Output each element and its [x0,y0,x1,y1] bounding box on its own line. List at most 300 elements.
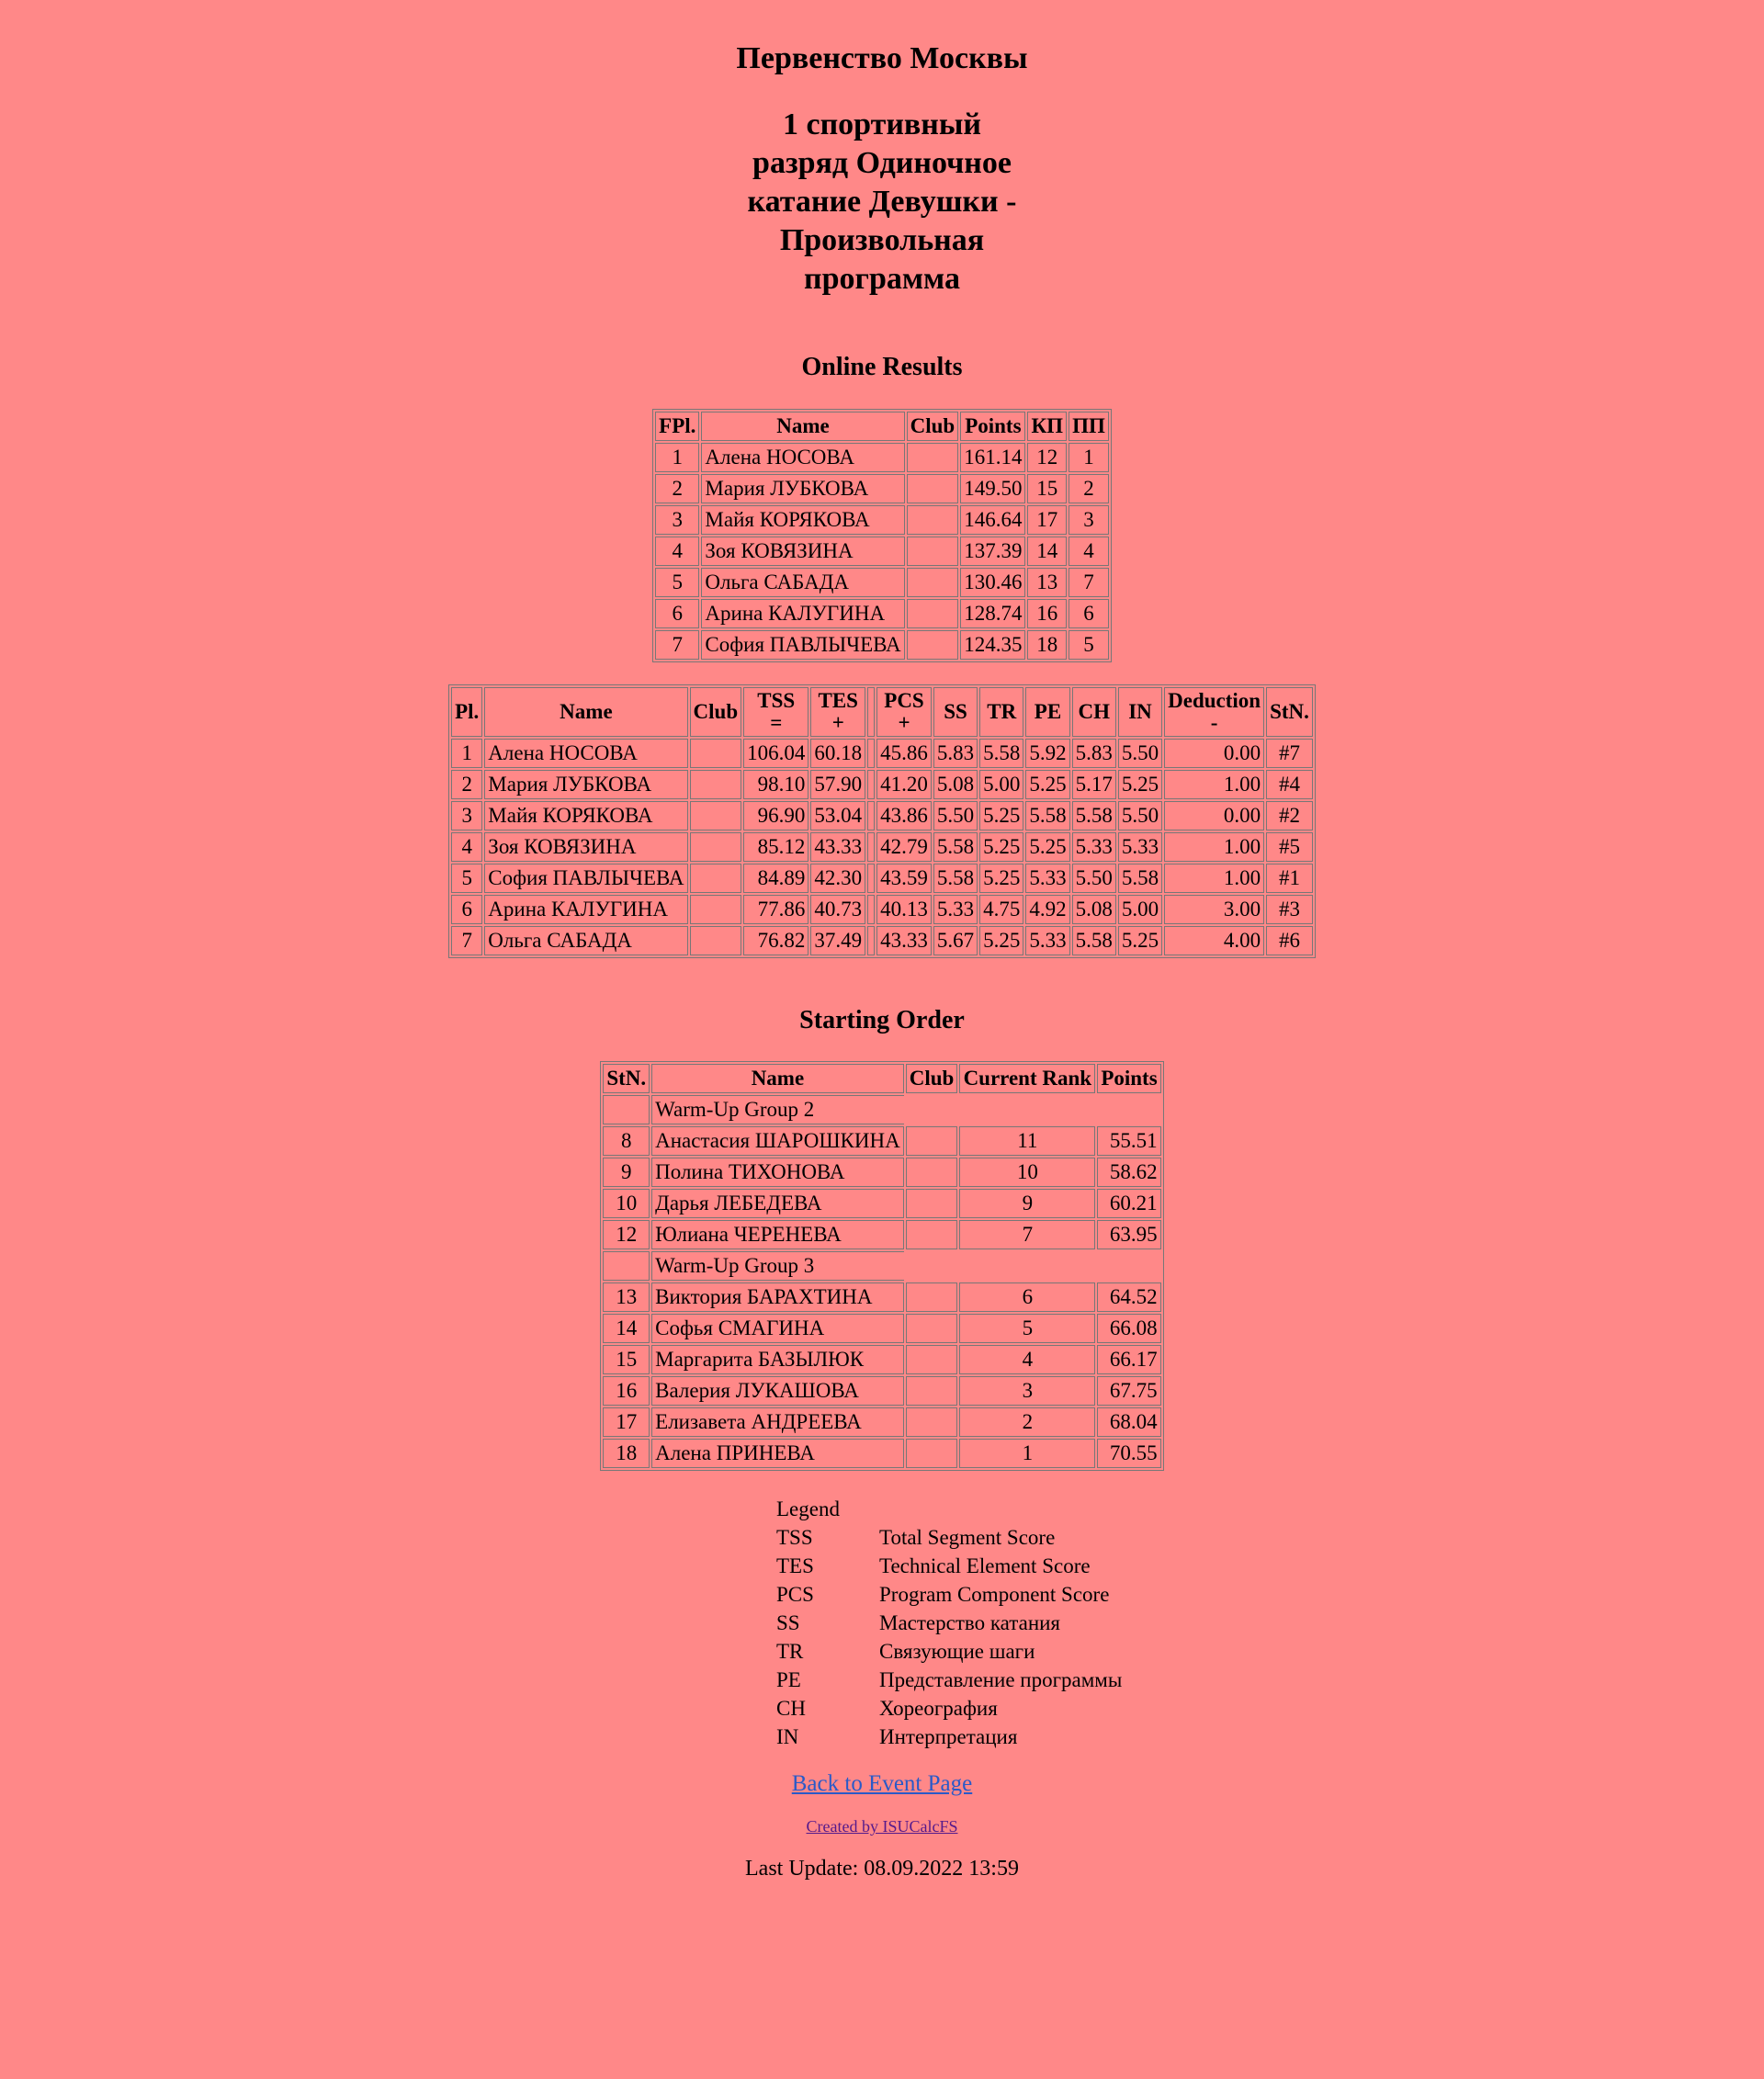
spacer-cell [867,739,875,768]
legend-items [776,1523,1162,1751]
tss-cell: 98.10 [743,770,808,799]
current-rank-cell: 10 [959,1158,1095,1187]
name-cell: Ольга САБАДА [701,568,904,597]
legend-description: Хореография [879,1697,998,1720]
pe-cell: 5.25 [1025,770,1069,799]
final-results-table [652,409,1112,662]
col-ch [1072,687,1116,737]
spacer-cell [867,832,875,862]
starting-order-table [600,1061,1163,1471]
starting-order-body [603,1095,1160,1468]
col-pe [1025,687,1069,737]
name-cell: Майя КОРЯКОВА [484,801,687,830]
sp-place-cell: 17 [1027,505,1067,535]
club-cell [906,1407,958,1437]
col-stn [1266,687,1313,737]
table-row [603,1189,1160,1218]
current-rank-cell: 5 [959,1314,1095,1343]
club-cell [906,1345,958,1374]
warmup-group-row [603,1251,1160,1281]
ch-cell: 5.08 [1072,895,1116,924]
points-cell: 66.17 [1097,1345,1160,1374]
ch-cell: 5.17 [1072,770,1116,799]
starting-order-header-row [603,1064,1160,1093]
col-tes [810,687,865,737]
tes-cell: 60.18 [810,739,865,768]
in-cell: 5.25 [1118,926,1162,955]
table-row [603,1220,1160,1249]
points-cell: 70.55 [1097,1439,1160,1468]
legend-abbreviation: TES [776,1554,814,1577]
name-cell: Алена НОСОВА [701,443,904,472]
table-row [603,1282,1160,1312]
pcs-cell: 42.79 [876,832,932,862]
deduction-cell: 1.00 [1164,832,1264,862]
club-cell [907,630,959,660]
in-cell: 5.50 [1118,739,1162,768]
legend-row [776,1580,1162,1609]
legend-abbreviation: TR [776,1640,804,1663]
legend-description: Представление программы [879,1668,1123,1691]
pcs-cell: 41.20 [876,770,932,799]
col-club [690,687,742,737]
col-pl [451,687,482,737]
name-cell: София ПАВЛЫЧЕВА [484,864,687,893]
tss-cell: 106.04 [743,739,808,768]
legend-row [776,1666,1162,1694]
name-cell: Юлиана ЧЕРЕНЕВА [651,1220,904,1249]
created-by-link[interactable]: Created by ISUCalcFS [806,1817,958,1836]
in-cell: 5.00 [1118,895,1162,924]
club-cell [906,1376,958,1406]
col-in [1118,687,1162,737]
name-cell: Арина КАЛУГИНА [484,895,687,924]
place-cell: 4 [451,832,482,862]
spacer-cell [867,895,875,924]
in-cell: 5.33 [1118,832,1162,862]
pe-cell: 5.33 [1025,864,1069,893]
deduction-cell: 1.00 [1164,770,1264,799]
table-row [655,474,1109,503]
name-cell: Ольга САБАДА [484,926,687,955]
header-label: TR [987,700,1017,723]
table-row [655,537,1109,566]
ch-cell: 5.58 [1072,801,1116,830]
fs-place-cell: 3 [1069,505,1109,535]
col-tss [743,687,808,737]
stn-cell: #7 [1266,739,1313,768]
pe-cell: 5.25 [1025,832,1069,862]
legend [602,1495,1162,1751]
name-cell: Анастасия ШАРОШКИНА [651,1126,904,1156]
col-sp: КП [1027,412,1067,441]
current-rank-cell: 9 [959,1189,1095,1218]
blank-cell [603,1095,650,1124]
ss-cell: 5.58 [933,832,978,862]
points-cell: 58.62 [1097,1158,1160,1187]
table-row [451,801,1313,830]
points-cell: 68.04 [1097,1407,1160,1437]
tr-cell: 4.75 [979,895,1023,924]
club-cell [690,926,742,955]
pe-cell: 4.92 [1025,895,1069,924]
segment-results-table [448,684,1316,958]
table-row [603,1376,1160,1406]
points-cell: 161.14 [960,443,1025,472]
place-cell: 6 [655,599,699,628]
place-cell: 1 [451,739,482,768]
club-cell [907,443,959,472]
spacer-cell [867,770,875,799]
place-cell: 6 [451,895,482,924]
table-row [655,443,1109,472]
table-row [603,1439,1160,1468]
col-deduction [1164,687,1264,737]
name-cell: Арина КАЛУГИНА [701,599,904,628]
col-name [484,687,687,737]
stn-cell: 9 [603,1158,650,1187]
ch-cell: 5.83 [1072,739,1116,768]
ss-cell: 5.67 [933,926,978,955]
stn-cell: 12 [603,1220,650,1249]
tes-cell: 43.33 [810,832,865,862]
table-row [451,770,1313,799]
header-label: Name [560,700,613,723]
club-cell [690,895,742,924]
table-row [603,1407,1160,1437]
pcs-cell: 43.59 [876,864,932,893]
name-cell: Алена ПРИНЕВА [651,1439,904,1468]
place-cell: 5 [451,864,482,893]
deduction-cell: 1.00 [1164,864,1264,893]
legend-description: Связующие шаги [879,1640,1035,1663]
segment-results-body [451,739,1313,955]
table-row [655,505,1109,535]
place-cell: 3 [655,505,699,535]
pcs-cell: 43.33 [876,926,932,955]
name-cell: Зоя КОВЯЗИНА [701,537,904,566]
points-cell: 128.74 [960,599,1025,628]
legend-title: Legend [776,1497,840,1520]
stn-cell: 13 [603,1282,650,1312]
club-cell [690,864,742,893]
current-rank-cell: 7 [959,1220,1095,1249]
stn-cell: 18 [603,1439,650,1468]
legend-description: Мастерство катания [879,1611,1061,1634]
current-rank-cell: 2 [959,1407,1095,1437]
tes-cell: 53.04 [810,801,865,830]
fs-place-cell: 2 [1069,474,1109,503]
table-row [655,568,1109,597]
place-cell: 7 [655,630,699,660]
tr-cell: 5.58 [979,739,1023,768]
club-cell [906,1220,958,1249]
table-row [451,832,1313,862]
table-row [655,630,1109,660]
header-operator: + [831,711,844,734]
current-rank-cell: 1 [959,1439,1095,1468]
ss-cell: 5.33 [933,895,978,924]
club-cell [906,1189,958,1218]
legend-abbreviation: TSS [776,1526,813,1549]
col-name: Name [701,412,904,441]
tes-cell: 40.73 [810,895,865,924]
sp-place-cell: 12 [1027,443,1067,472]
header-label: PE [1034,700,1062,723]
header-label: StN. [1270,700,1309,723]
col-pcs [876,687,932,737]
sp-place-cell: 16 [1027,599,1067,628]
fs-place-cell: 5 [1069,630,1109,660]
deduction-cell: 3.00 [1164,895,1264,924]
table-row [451,926,1313,955]
col-fs: ПП [1069,412,1109,441]
legend-description: Technical Element Score [879,1554,1091,1577]
stn-cell: #3 [1266,895,1313,924]
legend-row [776,1552,1162,1580]
event-title: Первенство Москвы [736,41,1028,75]
points-cell: 149.50 [960,474,1025,503]
ss-cell: 5.58 [933,864,978,893]
stn-cell: #4 [1266,770,1313,799]
col-club: Club [907,412,959,441]
stn-cell: #6 [1266,926,1313,955]
pcs-cell: 40.13 [876,895,932,924]
tss-cell: 96.90 [743,801,808,830]
tss-cell: 84.89 [743,864,808,893]
name-cell: Дарья ЛЕБЕДЕВА [651,1189,904,1218]
final-results-header-row [655,412,1109,441]
deduction-cell: 0.00 [1164,801,1264,830]
tr-cell: 5.25 [979,864,1023,893]
legend-row [776,1523,1162,1552]
legend-abbreviation: IN [776,1725,799,1748]
blank-cell [603,1251,650,1281]
ch-cell: 5.33 [1072,832,1116,862]
legend-description: Интерпретация [879,1725,1018,1748]
name-cell: Полина ТИХОНОВА [651,1158,904,1187]
header-label: Deduction [1168,689,1261,712]
current-rank-cell: 6 [959,1282,1095,1312]
tes-cell: 37.49 [810,926,865,955]
name-cell: София ПАВЛЫЧЕВА [701,630,904,660]
place-cell: 2 [451,770,482,799]
tes-cell: 42.30 [810,864,865,893]
spacer-cell [867,864,875,893]
header-operator: - [1210,711,1218,734]
stn-cell: 17 [603,1407,650,1437]
points-cell: 130.46 [960,568,1025,597]
legend-abbreviation: CH [776,1697,806,1720]
stn-cell: #2 [1266,801,1313,830]
club-cell [690,770,742,799]
legend-row [776,1609,1162,1637]
legend-abbreviation: PE [776,1668,801,1691]
name-cell: Зоя КОВЯЗИНА [484,832,687,862]
col-ss [933,687,978,737]
name-cell: Елизавета АНДРЕЕВА [651,1407,904,1437]
points-cell: 63.95 [1097,1220,1160,1249]
sp-place-cell: 13 [1027,568,1067,597]
sp-place-cell: 18 [1027,630,1067,660]
category-title: 1 спортивный разряд Одиночное катание Девушки - Произвольная программа [747,107,1017,296]
pe-cell: 5.33 [1025,926,1069,955]
header-operator: = [770,711,783,734]
spacer-cell [867,801,875,830]
club-cell [907,537,959,566]
name-cell: Мария ЛУБКОВА [484,770,687,799]
last-update: Last Update: 08.09.2022 13:59 [745,1857,1019,1881]
name-cell: Майя КОРЯКОВА [701,505,904,535]
club-cell [906,1158,958,1187]
col-stn: StN. [603,1064,650,1093]
stn-cell: 14 [603,1314,650,1343]
tr-cell: 5.25 [979,926,1023,955]
table-row [451,739,1313,768]
stn-cell: #1 [1266,864,1313,893]
online-results-title: Online Results [801,353,963,381]
club-cell [906,1282,958,1312]
table-row [603,1314,1160,1343]
points-cell: 55.51 [1097,1126,1160,1156]
club-cell [906,1314,958,1343]
tss-cell: 77.86 [743,895,808,924]
in-cell: 5.50 [1118,801,1162,830]
legend-row [776,1637,1162,1666]
col-fpl: FPl. [655,412,699,441]
header-label: PCS [884,689,924,712]
back-to-event-link[interactable]: Back to Event Page [791,1771,973,1796]
points-cell: 64.52 [1097,1282,1160,1312]
segment-results-header-row [451,687,1313,737]
col-tr [979,687,1023,737]
name-cell: Алена НОСОВА [484,739,687,768]
points-cell: 60.21 [1097,1189,1160,1218]
header-label: SS [944,700,967,723]
legend-abbreviation: PCS [776,1583,814,1606]
table-row [451,895,1313,924]
ss-cell: 5.08 [933,770,978,799]
warmup-group-label: Warm-Up Group 3 [651,1251,904,1281]
table-row [603,1126,1160,1156]
name-cell: Софья СМАГИНА [651,1314,904,1343]
warmup-group-row [603,1095,1160,1124]
fs-place-cell: 6 [1069,599,1109,628]
points-cell: 124.35 [960,630,1025,660]
header-label: TSS [757,689,796,712]
ch-cell: 5.58 [1072,926,1116,955]
stn-cell: 8 [603,1126,650,1156]
place-cell: 7 [451,926,482,955]
header-label: TES [818,689,858,712]
club-cell [907,599,959,628]
tr-cell: 5.25 [979,801,1023,830]
club-cell [907,505,959,535]
table-row [603,1158,1160,1187]
legend-abbreviation: SS [776,1611,800,1634]
place-cell: 2 [655,474,699,503]
points-cell: 66.08 [1097,1314,1160,1343]
tss-cell: 85.12 [743,832,808,862]
tes-cell: 57.90 [810,770,865,799]
club-cell [690,832,742,862]
deduction-cell: 0.00 [1164,739,1264,768]
club-cell [690,801,742,830]
fs-place-cell: 7 [1069,568,1109,597]
deduction-cell: 4.00 [1164,926,1264,955]
ss-cell: 5.50 [933,801,978,830]
legend-row [776,1694,1162,1723]
name-cell: Виктория БАРАХТИНА [651,1282,904,1312]
points-cell: 137.39 [960,537,1025,566]
header-label: Pl. [455,700,480,723]
fs-place-cell: 1 [1069,443,1109,472]
col-club: Club [906,1064,958,1093]
fs-place-cell: 4 [1069,537,1109,566]
table-row [603,1345,1160,1374]
header-label: Club [693,700,739,723]
stn-cell: 15 [603,1345,650,1374]
ss-cell: 5.83 [933,739,978,768]
col-spacer [867,687,875,737]
sp-place-cell: 15 [1027,474,1067,503]
col-points: Points [960,412,1025,441]
tr-cell: 5.25 [979,832,1023,862]
legend-description: Total Segment Score [879,1526,1056,1549]
place-cell: 1 [655,443,699,472]
club-cell [907,474,959,503]
current-rank-cell: 3 [959,1376,1095,1406]
club-cell [690,739,742,768]
current-rank-cell: 4 [959,1345,1095,1374]
sp-place-cell: 14 [1027,537,1067,566]
club-cell [907,568,959,597]
header-label: CH [1078,700,1110,723]
pcs-cell: 43.86 [876,801,932,830]
pcs-cell: 45.86 [876,739,932,768]
tss-cell: 76.82 [743,926,808,955]
starting-order-title: Starting Order [799,1006,965,1034]
current-rank-cell: 11 [959,1126,1095,1156]
col-current-rank: Current Rank [959,1064,1095,1093]
table-row [655,599,1109,628]
header-operator: + [898,711,910,734]
place-cell: 4 [655,537,699,566]
club-cell [906,1439,958,1468]
points-cell: 146.64 [960,505,1025,535]
warmup-group-label: Warm-Up Group 2 [651,1095,904,1124]
stn-cell: 16 [603,1376,650,1406]
name-cell: Маргарита БАЗЫЛЮК [651,1345,904,1374]
name-cell: Мария ЛУБКОВА [701,474,904,503]
in-cell: 5.25 [1118,770,1162,799]
col-name: Name [651,1064,904,1093]
col-points: Points [1097,1064,1160,1093]
pe-cell: 5.58 [1025,801,1069,830]
table-row [451,864,1313,893]
ch-cell: 5.50 [1072,864,1116,893]
place-cell: 3 [451,801,482,830]
tr-cell: 5.00 [979,770,1023,799]
place-cell: 5 [655,568,699,597]
spacer-cell [867,926,875,955]
pe-cell: 5.92 [1025,739,1069,768]
in-cell: 5.58 [1118,864,1162,893]
points-cell: 67.75 [1097,1376,1160,1406]
final-results-body [655,443,1109,660]
legend-row [776,1723,1162,1751]
stn-cell: #5 [1266,832,1313,862]
